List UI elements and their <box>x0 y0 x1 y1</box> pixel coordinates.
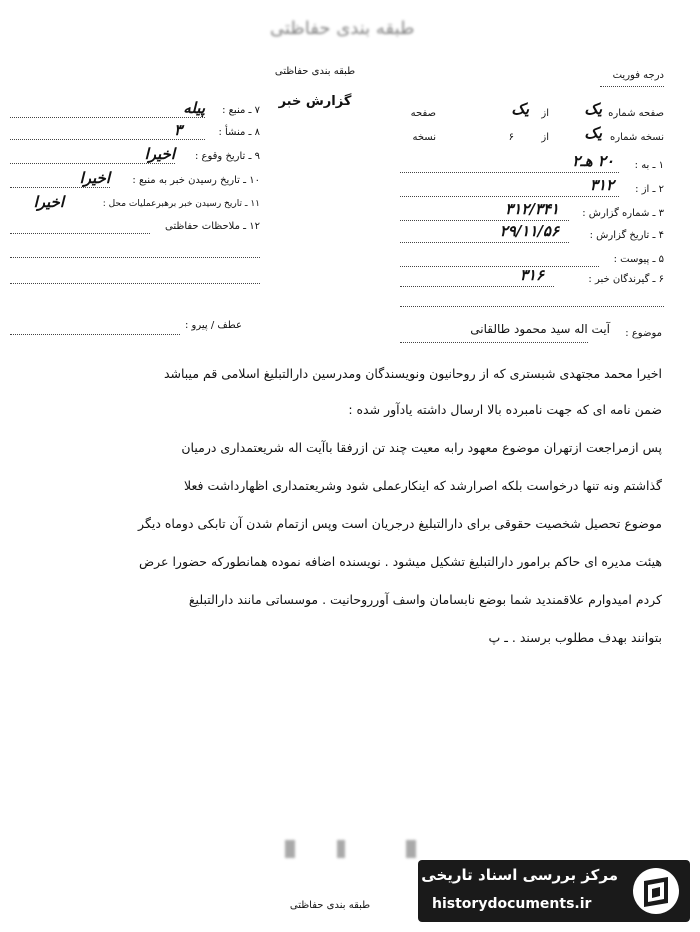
recipients-label: ۶ ـ گیرندگان خبر : <box>588 274 664 285</box>
field-notes-line <box>10 233 150 234</box>
field-notes-label: ۱۲ ـ ملاحظات حفاظتی <box>165 221 260 232</box>
from-label: ۲ ـ از : <box>635 184 664 195</box>
body-line-7: کردم امیدوارم علاقمندید شما بوضع نابسامان واسف آورروحانیت . موسساتی مانند دارالتبلیغ <box>188 592 662 607</box>
field-source-line <box>10 117 205 118</box>
copy-number-label: نسخه شماره <box>610 132 664 143</box>
field-to-source-label: ۱۰ ـ تاریخ رسیدن خبر به منبع : <box>132 175 260 186</box>
report-date-label: ۴ ـ تاریخ گزارش : <box>589 230 664 241</box>
recipients-line <box>400 286 554 287</box>
reference-label: عطف / پیرو : <box>185 320 242 331</box>
body-line-2: ضمن نامه ای که جهت نامبرده بالا ارسال داشته یادآور شده : <box>348 402 662 417</box>
report-number-label: ۳ ـ شماره گزارش : <box>582 208 664 219</box>
field-to-ops-label: ۱۱ ـ تاریخ رسیدن خبر برهبرعملیات محل : <box>102 199 260 209</box>
copy-of-label: از <box>541 132 549 143</box>
page-of-value: یک <box>511 100 529 118</box>
field-occurrence-label: ۹ ـ تاریخ وقوع : <box>194 151 260 162</box>
field-occurrence-value: اخیرا <box>144 145 175 163</box>
copy-of-value: ۶ <box>508 132 514 143</box>
field-to-source-line <box>10 187 110 188</box>
attachment-label: ۵ ـ پیوست : <box>613 254 664 265</box>
watermark-line1: مرکز بررسی اسناد تاریخی <box>421 866 618 884</box>
body-line-4: گذاشتم ونه تنها درخواست بلکه اصرارشد که اینکارعملی شود وشریعتمداری اظهارداشت فعلا <box>184 478 662 493</box>
priority-label: درجه فوریت <box>612 70 664 81</box>
field-notes-line-2 <box>10 257 260 258</box>
field-source-label: ۷ ـ منبع : <box>222 105 260 116</box>
field-notes-line-3 <box>10 283 260 284</box>
page-number-value: یک <box>584 100 602 118</box>
field-occurrence-line <box>10 163 175 164</box>
footer-classification: طبقه بندی حفاظتی <box>289 900 371 911</box>
body-line-6: هیئت مدیره ای حاکم برامور دارالتبلیغ تشکیل میشود . نویسنده اضافه نموده همانطورکه حضورا عرض <box>139 554 662 569</box>
body-line-8: بتوانند بهدف مطلوب برسند . ـ پ <box>488 630 662 645</box>
field-source-value: پیله <box>183 99 205 117</box>
header-classification: طبقه بندی حفاظتی <box>274 66 356 77</box>
page-title: گزارش خبر <box>278 94 352 109</box>
report-number-line <box>400 220 569 221</box>
field-to-source-value: اخیرا <box>79 169 110 187</box>
watermark <box>418 860 690 922</box>
watermark-line2: historydocuments.ir <box>432 896 592 912</box>
body-line-5: موضوع تحصیل شخصیت حقوقی برای دارالتبلیغ درجریان است وپس ازتمام شدن آن تابکی دوماه دیگر <box>138 516 662 531</box>
copy-number-value: یک <box>584 124 602 142</box>
to-label: ۱ ـ به : <box>634 160 664 171</box>
recipients-line-2 <box>400 306 664 307</box>
field-origin-label: ۸ ـ منشأ : <box>218 127 260 138</box>
archive-logo-icon <box>630 865 682 917</box>
subject-value: آیت اله سید محمود طالقانی <box>470 322 610 336</box>
field-to-ops-value: اخیرا <box>33 193 64 211</box>
page-number-label: صفحه شماره <box>608 108 664 119</box>
top-faded-stamp: طبقه بندی حفاظتی <box>270 18 415 39</box>
body-line-3: پس ازمراجعت ازتهران موضوع معهود رابه معیت چند تن ازرفقا باآیت اله شریعتمداری درمیان <box>181 440 662 455</box>
from-line <box>400 196 619 197</box>
report-number-value: ۳۱۲/۳۴۱ <box>505 200 559 218</box>
body-line-1: اخیرا محمد مجتهدی شبستری که از روحانیون ونویسندگان ومدرسین دارالتبلیغ اسلامی قم میباشد <box>163 366 662 381</box>
page-of-label: از <box>541 108 549 119</box>
to-value: ۲۰ هـ۲ <box>572 152 614 170</box>
subject-label: موضوع : <box>625 328 662 339</box>
from-value: ۳۱۲ <box>589 176 614 194</box>
attachment-line <box>400 266 599 267</box>
page-suffix: صفحه <box>410 108 436 119</box>
to-line <box>400 172 619 173</box>
priority-line <box>600 86 664 87</box>
reference-line <box>10 334 180 335</box>
recipients-value: ۳۱۶ <box>519 266 544 284</box>
report-date-value: ۲۹/۱۱/۵۶ <box>499 222 559 240</box>
subject-line <box>400 342 588 343</box>
copy-suffix: نسخه <box>412 132 436 143</box>
field-origin-value: ۳ <box>173 121 182 139</box>
field-origin-line <box>10 139 205 140</box>
report-date-line <box>400 242 569 243</box>
